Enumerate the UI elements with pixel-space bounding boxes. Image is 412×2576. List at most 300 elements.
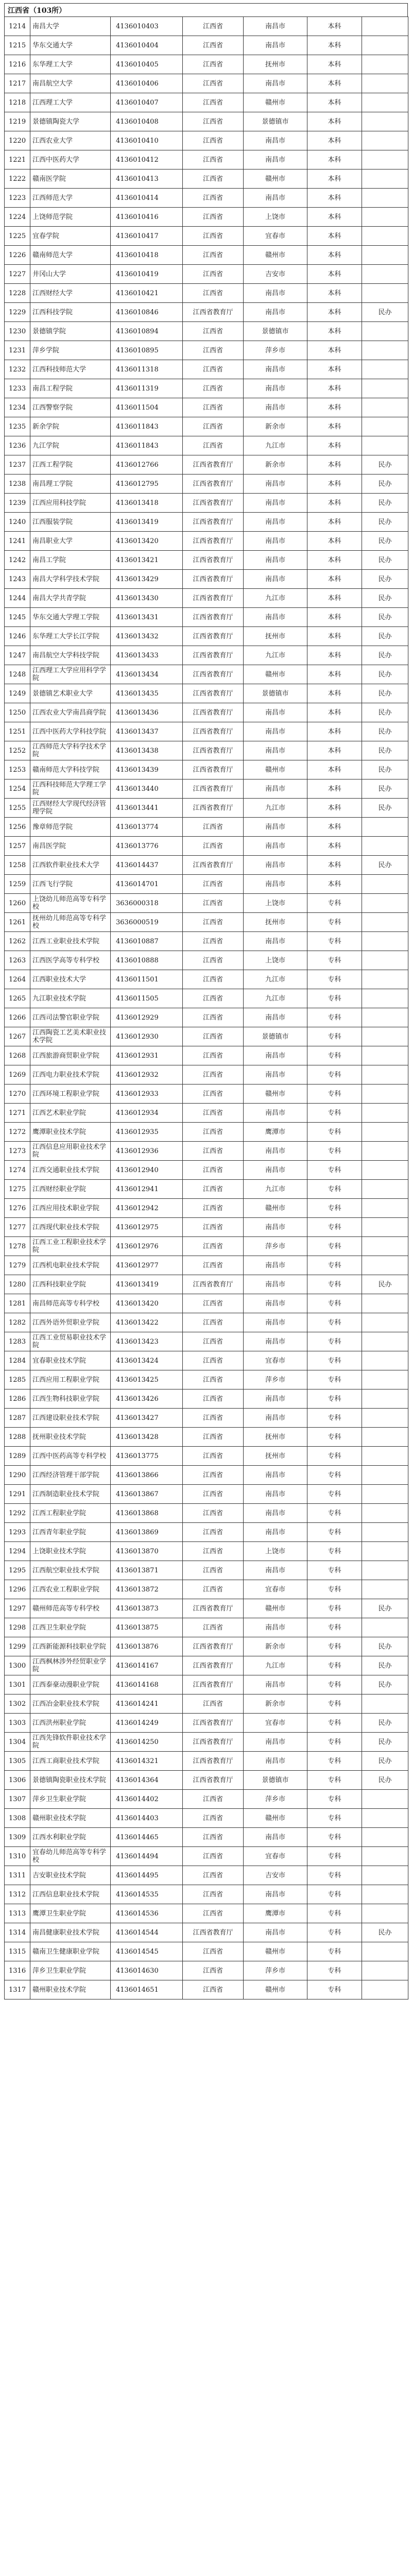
row-number: 1235 [5,417,30,436]
remark [362,1332,408,1351]
remark [362,1790,408,1809]
level: 专科 [307,1256,362,1275]
level: 专科 [307,1027,362,1046]
table-row [5,303,408,322]
school-name: 江西工业工程职业技术学院 [30,1237,111,1256]
remark: 民办 [362,684,408,703]
department: 江西省教育厅 [183,494,244,513]
department: 江西省 [183,1370,244,1389]
table-row [5,1504,408,1523]
row-number: 1214 [5,17,30,36]
school-name: 江西洪州职业学院 [30,1714,111,1733]
row-number: 1258 [5,856,30,875]
table-row [5,93,408,112]
level: 专科 [307,1656,362,1675]
school-name: 江西司法警官职业学院 [30,1008,111,1027]
row-number: 1311 [5,1866,30,1885]
level: 本科 [307,684,362,703]
remark [362,112,408,131]
remark: 民办 [362,799,408,818]
row-number: 1267 [5,1027,30,1046]
table-row [5,703,408,722]
level: 专科 [307,894,362,913]
department: 江西省 [183,131,244,150]
school-code: 4136013426 [111,1389,183,1409]
row-number: 1280 [5,1275,30,1294]
department: 江西省 [183,227,244,246]
remark [362,1942,408,1961]
row-number: 1279 [5,1256,30,1275]
row-number: 1284 [5,1351,30,1370]
school-name: 江西应用工程职业学院 [30,1370,111,1389]
remark: 民办 [362,1771,408,1790]
level: 专科 [307,1294,362,1313]
table-row [5,1275,408,1294]
department: 江西省 [183,1027,244,1046]
table-row [5,189,408,208]
level: 专科 [307,1942,362,1961]
table-row [5,1675,408,1694]
school-code: 4136013775 [111,1447,183,1466]
city: 南昌市 [244,1409,307,1428]
school-name: 江西先锋软件职业技术学院 [30,1733,111,1752]
department: 江西省教育厅 [183,570,244,589]
department: 江西省 [183,1294,244,1313]
city: 南昌市 [244,1389,307,1409]
row-number: 1238 [5,474,30,494]
level: 本科 [307,779,362,799]
school-name: 萍乡卫生职业学院 [30,1961,111,1980]
school-code: 4136014437 [111,856,183,875]
school-name: 景德镇陶瓷职业技术学院 [30,1771,111,1790]
row-number: 1309 [5,1828,30,1847]
school-name: 南昌工程学院 [30,379,111,398]
row-number: 1233 [5,379,30,398]
level: 专科 [307,1771,362,1790]
table-row [5,760,408,779]
school-code: 4136014249 [111,1714,183,1733]
department: 江西省教育厅 [183,513,244,532]
remark: 民办 [362,608,408,627]
level: 专科 [307,1008,362,1027]
row-number: 1219 [5,112,30,131]
school-code: 4136013420 [111,532,183,551]
city: 南昌市 [244,36,307,55]
city: 南昌市 [244,1752,307,1771]
department: 江西省 [183,74,244,93]
remark: 民办 [362,779,408,799]
school-code: 4136013428 [111,1428,183,1447]
school-name: 南昌健康职业技术学院 [30,1923,111,1942]
level: 本科 [307,665,362,684]
school-code: 4136010895 [111,341,183,360]
school-name: 江西师范大学 [30,189,111,208]
school-name: 江西中医药高等专科学校 [30,1447,111,1466]
row-number: 1278 [5,1237,30,1256]
department: 江西省教育厅 [183,722,244,741]
department: 江西省 [183,1065,244,1084]
department: 江西省 [183,417,244,436]
row-number: 1301 [5,1675,30,1694]
row-number: 1304 [5,1733,30,1752]
department: 江西省 [183,970,244,989]
remark: 民办 [362,1675,408,1694]
school-code: 4136013436 [111,703,183,722]
row-number: 1282 [5,1313,30,1332]
row-number: 1271 [5,1104,30,1123]
department: 江西省 [183,1199,244,1218]
remark [362,1885,408,1904]
level: 本科 [307,646,362,665]
table-row [5,131,408,150]
level: 专科 [307,1923,362,1942]
department: 江西省 [183,1847,244,1866]
row-number: 1261 [5,913,30,932]
school-name: 江西理工大学应用科学学院 [30,665,111,684]
level: 本科 [307,722,362,741]
level: 本科 [307,760,362,779]
department: 江西省教育厅 [183,551,244,570]
school-name: 景德镇陶瓷大学 [30,112,111,131]
department: 江西省 [183,1580,244,1599]
school-code: 4136010417 [111,227,183,246]
city: 九江市 [244,970,307,989]
remark [362,189,408,208]
department: 江西省 [183,1904,244,1923]
remark [362,1199,408,1218]
city: 萍乡市 [244,1370,307,1389]
table-row [5,1485,408,1504]
table-row [5,875,408,894]
remark [362,341,408,360]
school-code: 4136013434 [111,665,183,684]
table-row [5,1351,408,1370]
school-code: 4136013870 [111,1542,183,1561]
city: 南昌市 [244,474,307,494]
department: 江西省 [183,1447,244,1466]
row-number: 1313 [5,1904,30,1923]
row-number: 1268 [5,1046,30,1065]
school-code: 4136013437 [111,722,183,741]
remark [362,1580,408,1599]
school-name: 江西工业职业技术学院 [30,932,111,951]
remark [362,951,408,970]
city: 宜春市 [244,1714,307,1733]
table-row [5,227,408,246]
school-code: 4136013433 [111,646,183,665]
row-number: 1289 [5,1447,30,1466]
department: 江西省 [183,208,244,227]
table-row [5,1256,408,1275]
school-code: 4136012795 [111,474,183,494]
level: 本科 [307,455,362,474]
table-row [5,1656,408,1675]
city: 南昌市 [244,1561,307,1580]
city: 南昌市 [244,1885,307,1904]
row-number: 1275 [5,1180,30,1199]
table-row [5,951,408,970]
table-row [5,608,408,627]
school-code: 4136013441 [111,799,183,818]
school-code: 4136013423 [111,1332,183,1351]
remark [362,1256,408,1275]
school-code: 4136013424 [111,1351,183,1370]
level: 本科 [307,589,362,608]
department: 江西省 [183,1161,244,1180]
row-number: 1290 [5,1466,30,1485]
remark [362,436,408,455]
remark [362,1389,408,1409]
level: 专科 [307,1142,362,1161]
school-name: 赣州师范高等专科学校 [30,1599,111,1618]
table-row [5,799,408,818]
department: 江西省 [183,1485,244,1504]
row-number: 1293 [5,1523,30,1542]
remark: 民办 [362,703,408,722]
remark: 民办 [362,741,408,760]
table-row [5,570,408,589]
city: 萍乡市 [244,1790,307,1809]
school-name: 吉安职业技术学院 [30,1866,111,1885]
school-name: 江西建设职业技术学院 [30,1409,111,1428]
row-number: 1223 [5,189,30,208]
city: 南昌市 [244,1523,307,1542]
department: 江西省 [183,1561,244,1580]
school-code: 4136010414 [111,189,183,208]
school-name: 赣州职业技术学院 [30,1980,111,1999]
city: 南昌市 [244,74,307,93]
city: 南昌市 [244,532,307,551]
level: 专科 [307,1370,362,1389]
school-name: 江西财经职业学院 [30,1180,111,1199]
row-number: 1246 [5,627,30,646]
table-row [5,1599,408,1618]
city: 南昌市 [244,1733,307,1752]
city: 新余市 [244,1694,307,1714]
row-number: 1287 [5,1409,30,1428]
city: 南昌市 [244,779,307,799]
table-row [5,1771,408,1790]
department: 江西省 [183,360,244,379]
department: 江西省 [183,1466,244,1485]
school-name: 江西医学高等专科学校 [30,951,111,970]
school-name: 豫章师范学院 [30,818,111,837]
remark [362,1180,408,1199]
level: 本科 [307,818,362,837]
school-code: 4136010418 [111,246,183,265]
table-body [5,17,408,1999]
school-name: 江西工程职业学院 [30,1504,111,1523]
remark: 民办 [362,513,408,532]
level: 专科 [307,1332,362,1351]
level: 本科 [307,799,362,818]
level: 本科 [307,36,362,55]
row-number: 1227 [5,265,30,284]
level: 本科 [307,627,362,646]
city: 南昌市 [244,932,307,951]
school-code: 4136012976 [111,1237,183,1256]
level: 本科 [307,131,362,150]
table-row [5,1008,408,1027]
school-code: 4136012941 [111,1180,183,1199]
remark [362,1142,408,1161]
remark [362,360,408,379]
city: 南昌市 [244,722,307,741]
level: 本科 [307,303,362,322]
school-code: 4136013420 [111,1294,183,1313]
school-name: 上饶师范学院 [30,208,111,227]
table-row [5,398,408,417]
department: 江西省教育厅 [183,799,244,818]
row-number: 1244 [5,589,30,608]
school-name: 赣州职业技术学院 [30,1809,111,1828]
school-name: 华东交通大学 [30,36,111,55]
school-name: 江西航空职业技术学院 [30,1561,111,1580]
level: 本科 [307,875,362,894]
school-name: 江西科技师范大学 [30,360,111,379]
row-number: 1217 [5,74,30,93]
remark: 民办 [362,856,408,875]
table-row [5,455,408,474]
city: 赣州市 [244,760,307,779]
school-code: 4136013774 [111,818,183,837]
row-number: 1303 [5,1714,30,1733]
row-number: 1259 [5,875,30,894]
level: 本科 [307,189,362,208]
row-number: 1229 [5,303,30,322]
school-name: 江西交通职业技术学院 [30,1161,111,1180]
city: 南昌市 [244,398,307,417]
row-number: 1249 [5,684,30,703]
row-number: 1243 [5,570,30,589]
city: 南昌市 [244,1923,307,1942]
school-name: 江西新能源科技职业学院 [30,1637,111,1656]
level: 专科 [307,1847,362,1866]
table-row [5,170,408,189]
school-name: 江西应用科技学院 [30,494,111,513]
row-number: 1294 [5,1542,30,1561]
city: 南昌市 [244,379,307,398]
table-row [5,1866,408,1885]
level: 本科 [307,474,362,494]
city: 鹰潭市 [244,1123,307,1142]
department: 江西省教育厅 [183,856,244,875]
department: 江西省教育厅 [183,1656,244,1675]
department: 江西省 [183,1389,244,1409]
city: 抚州市 [244,1447,307,1466]
level: 本科 [307,150,362,170]
department: 江西省 [183,1428,244,1447]
table-row [5,551,408,570]
remark [362,1104,408,1123]
school-code: 4136012933 [111,1084,183,1104]
school-code: 4136013875 [111,1618,183,1637]
city: 抚州市 [244,627,307,646]
department: 江西省 [183,1694,244,1714]
school-code: 4136010407 [111,93,183,112]
row-number: 1236 [5,436,30,455]
school-code: 4136013869 [111,1523,183,1542]
school-name: 南昌医学院 [30,837,111,856]
school-code: 4136013421 [111,551,183,570]
table-row [5,1809,408,1828]
school-name: 萍乡卫生职业学院 [30,1790,111,1809]
level: 本科 [307,208,362,227]
remark [362,170,408,189]
table-row [5,1104,408,1123]
city: 萍乡市 [244,341,307,360]
table-row [5,684,408,703]
table-row [5,417,408,436]
school-name: 南昌航空大学 [30,74,111,93]
school-code: 4136011319 [111,379,183,398]
school-code: 4136010408 [111,112,183,131]
remark [362,1618,408,1637]
table-row [5,1637,408,1656]
school-name: 九江学院 [30,436,111,455]
school-name: 江西师范大学科学技术学院 [30,741,111,760]
school-code: 4136013871 [111,1561,183,1580]
row-number: 1308 [5,1809,30,1828]
school-code: 4136014465 [111,1828,183,1847]
table-row [5,1580,408,1599]
level: 专科 [307,1313,362,1332]
table-row [5,1961,408,1980]
school-name: 上饶职业技术学院 [30,1542,111,1561]
remark [362,1084,408,1104]
table-row [5,1904,408,1923]
remark [362,913,408,932]
table-row [5,17,408,36]
department: 江西省 [183,1256,244,1275]
row-number: 1226 [5,246,30,265]
school-code: 4136011501 [111,970,183,989]
school-name: 江西工商职业技术学院 [30,1752,111,1771]
remark: 民办 [362,1275,408,1294]
table-row [5,55,408,74]
level: 本科 [307,703,362,722]
table-row [5,284,408,303]
table-row [5,1428,408,1447]
row-number: 1281 [5,1294,30,1313]
table-row [5,837,408,856]
school-name: 赣南医学院 [30,170,111,189]
level: 本科 [307,608,362,627]
city: 赣州市 [244,170,307,189]
department: 江西省 [183,1885,244,1904]
school-code: 4136013425 [111,1370,183,1389]
remark [362,417,408,436]
row-number: 1266 [5,1008,30,1027]
level: 专科 [307,1237,362,1256]
department: 江西省 [183,36,244,55]
city: 萍乡市 [244,1961,307,1980]
table-row [5,1084,408,1104]
level: 本科 [307,494,362,513]
table-row [5,494,408,513]
table-row [5,436,408,455]
city: 南昌市 [244,1104,307,1123]
city: 九江市 [244,799,307,818]
school-name: 南昌工学院 [30,551,111,570]
row-number: 1264 [5,970,30,989]
school-code: 4136011843 [111,436,183,455]
department: 江西省教育厅 [183,627,244,646]
city: 南昌市 [244,1256,307,1275]
row-number: 1297 [5,1599,30,1618]
row-number: 1228 [5,284,30,303]
city: 九江市 [244,646,307,665]
